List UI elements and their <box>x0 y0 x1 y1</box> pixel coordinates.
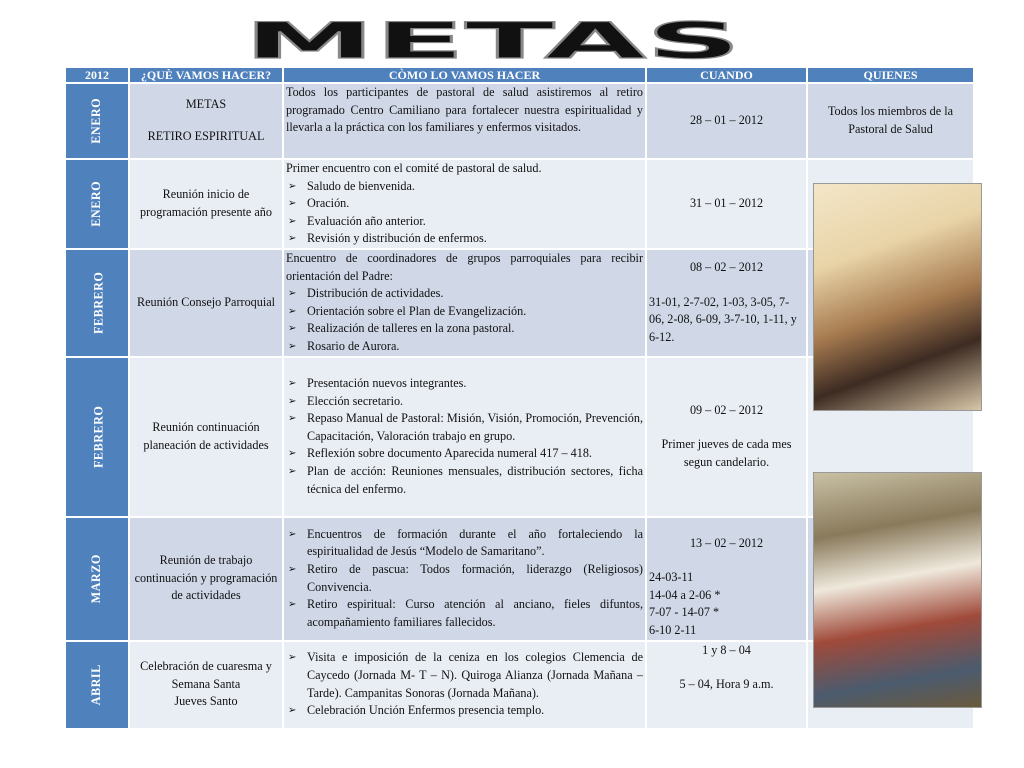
how-list <box>286 526 643 632</box>
what-line: Celebración de cuaresma y Semana Santa <box>140 659 272 691</box>
how-intro: Encuentro de coordinadores de grupos parroquiales para recibir orientación del Padre: <box>286 250 643 283</box>
list-item: ➢ Revisión y distribución de enfermos. <box>286 230 643 248</box>
how-list <box>286 649 643 719</box>
month-cell <box>65 83 129 159</box>
header-who: QUIENES <box>807 67 974 83</box>
how-list <box>286 375 643 498</box>
how-cell <box>283 641 646 729</box>
how-cell <box>283 159 646 249</box>
month-label: ENERO <box>89 98 104 144</box>
list-item: ➢ Encuentros de formación durante el año fortaleciendo la espiritualidad de Jesús “Modelo de Samaritano”. <box>286 526 643 561</box>
what-line: Reunión continuación planeación de actividades <box>143 419 269 452</box>
month-cell <box>65 159 129 249</box>
list-item: ➢ Plan de acción: Reuniones mensuales, distribución sectores, ficha técnica del enfermo. <box>286 463 643 498</box>
when-cell <box>646 159 807 249</box>
what-cell <box>129 249 283 357</box>
when-line: 08 – 02 – 2012 <box>689 260 764 275</box>
table-header-row <box>65 67 974 83</box>
list-item: ➢ Repaso Manual de Pastoral: Misión, Visión, Promoción, Prevención, Capacitación, Valoración trabajo en grupo. <box>286 410 643 445</box>
header-how: CÒMO LO VAMOS HACER <box>283 67 646 83</box>
month-cell <box>65 641 129 729</box>
when-line: 31 – 01 – 2012 <box>689 196 764 211</box>
how-cell <box>283 249 646 357</box>
month-label: MARZO <box>89 553 104 604</box>
header-when: CUANDO <box>646 67 807 83</box>
what-line: Reunión Consejo Parroquial <box>136 294 276 309</box>
when-cell <box>646 249 807 357</box>
list-item: ➢ Orientación sobre el Plan de Evangelización. <box>286 303 643 321</box>
what-line: RETIRO ESPIRITUAL <box>147 129 265 143</box>
what-line: Reunión inicio de programación presente año <box>140 187 272 219</box>
list-item: ➢ Realización de talleres en la zona pastoral. <box>286 320 643 338</box>
list-item: ➢ Saludo de bienvenida. <box>286 178 643 196</box>
when-cell <box>646 641 807 729</box>
header-year: 2012 <box>65 67 129 83</box>
how-list <box>286 285 643 355</box>
when-line: 09 – 02 – 2012 <box>689 402 764 417</box>
how-cell <box>283 517 646 641</box>
how-intro: Primer encuentro con el comité de pastoral de salud. <box>286 161 542 175</box>
when-line: 14-04 a 2-06 * <box>649 587 721 602</box>
month-cell <box>65 517 129 641</box>
when-line: 1 y 8 – 04 <box>702 642 751 657</box>
month-cell <box>65 357 129 517</box>
when-line: 6-10 2-11 <box>649 622 697 637</box>
who-cell <box>807 83 974 159</box>
page-title <box>240 14 745 66</box>
when-line: 7-07 - 14-07 * <box>649 605 720 620</box>
list-item: ➢ Retiro de pascua: Todos formación, liderazgo (Religiosos) Convivencia. <box>286 561 643 596</box>
when-line: 13 – 02 – 2012 <box>689 535 764 550</box>
how-cell <box>283 83 646 159</box>
what-cell <box>129 357 283 517</box>
month-label: FEBRERO <box>91 271 106 334</box>
when-cell <box>646 357 807 517</box>
what-cell <box>129 159 283 249</box>
when-line: 24-03-11 <box>649 570 694 585</box>
month-label: FEBRERO <box>91 405 106 468</box>
what-line: Reunión de trabajo continuación y programación de actividades <box>134 553 278 603</box>
what-cell <box>129 517 283 641</box>
list-item: ➢ Elección secretario. <box>286 393 643 411</box>
list-item: ➢ Visita e imposición de la ceniza en los colegios Clemencia de Caycedo (Jornada M- T – N). Quiroga Alianza (Jornada Mañana – Tarde). Campanitas Sonoras (Jornada Mañana). <box>286 649 643 702</box>
how-cell <box>283 357 646 517</box>
page-title-text: METAS <box>244 14 741 66</box>
list-item: ➢ Oración. <box>286 195 643 213</box>
when-line: 31-01, 2-7-02, 1-03, 3-05, 7-06, 2-08, 6-09, 3-7-10, 1-11, y 6-12. <box>649 294 797 344</box>
religious-image-sick-visit <box>813 183 982 411</box>
list-item: ➢ Reflexión sobre documento Aparecida numeral 417 – 418. <box>286 445 643 463</box>
what-line: Jueves Santo <box>174 694 238 709</box>
when-cell <box>646 517 807 641</box>
month-cell <box>65 249 129 357</box>
religious-image-jesus-healing <box>813 472 982 708</box>
what-cell <box>129 83 283 159</box>
how-intro: Todos los participantes de pastoral de salud asistiremos al retiro programado Centro Camiliano para fortalecer nuestra espiritualidad y llevarla a la práctica con los familiares y enfermos visitados. <box>286 85 643 135</box>
when-line: Primer jueves de cada mes segun candelario. <box>661 437 792 469</box>
how-list <box>286 178 643 248</box>
list-item: ➢ Distribución de actividades. <box>286 285 643 303</box>
list-item: ➢ Retiro espiritual: Curso atención al anciano, fieles difuntos, acompañamiento familiares fallecidos. <box>286 596 643 631</box>
when-cell <box>646 83 807 159</box>
list-item: ➢ Evaluación año anterior. <box>286 213 643 231</box>
what-line: METAS <box>185 97 227 112</box>
who-text: Todos los miembros de la Pastoral de Salud <box>827 104 954 136</box>
list-item: ➢ Presentación nuevos integrantes. <box>286 375 643 393</box>
what-cell <box>129 641 283 729</box>
when-line: 28 – 01 – 2012 <box>689 113 764 128</box>
table-row <box>65 83 974 159</box>
month-label: ABRIL <box>89 663 104 706</box>
month-label: ENERO <box>89 181 104 227</box>
list-item: ➢ Rosario de Aurora. <box>286 338 643 356</box>
when-line: 5 – 04, Hora 9 a.m. <box>679 677 774 692</box>
header-what: ¿QUÈ VAMOS HACER? <box>129 67 283 83</box>
list-item: ➢ Celebración Unción Enfermos presencia templo. <box>286 702 643 720</box>
